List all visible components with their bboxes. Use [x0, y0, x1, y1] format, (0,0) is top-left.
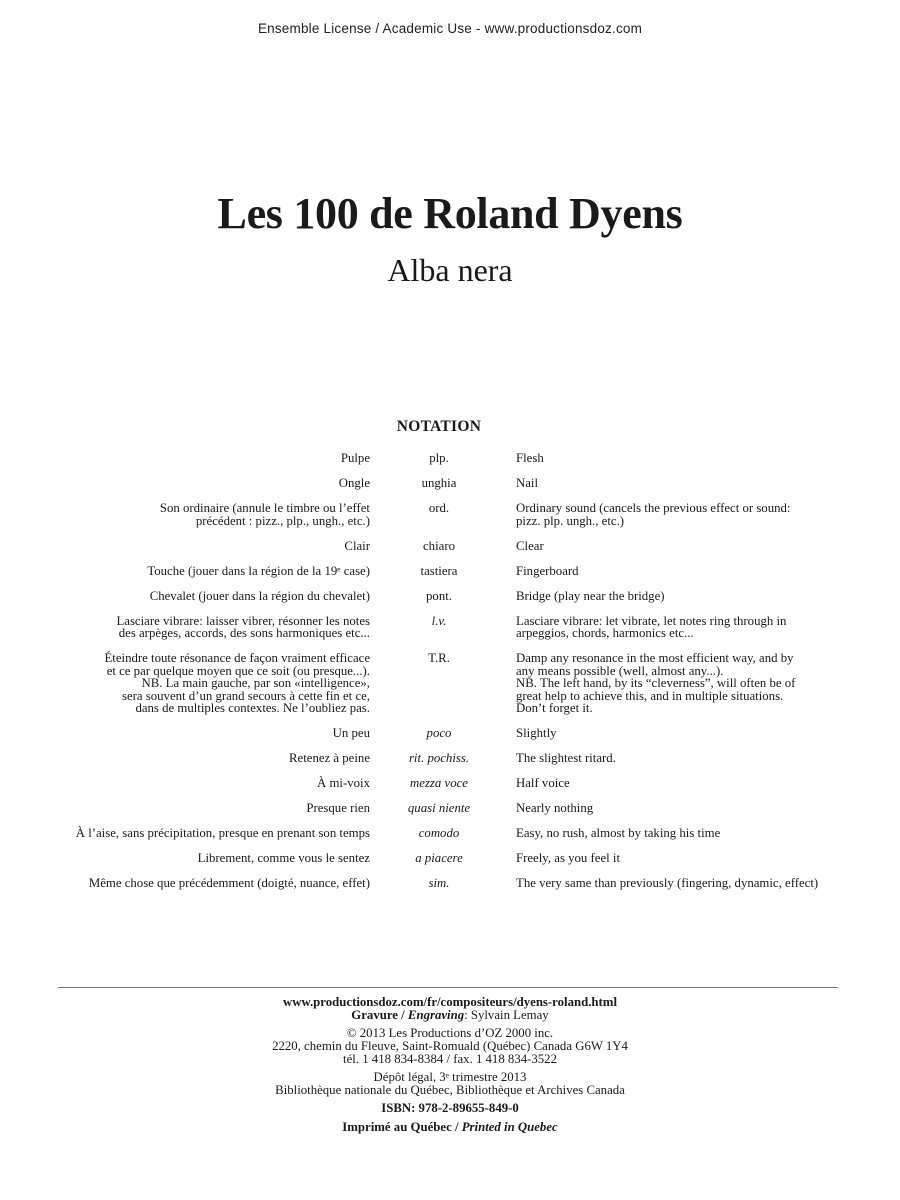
notation-row — [0, 802, 900, 815]
notation-abbreviation: comodo — [418, 826, 460, 840]
notation-french — [50, 727, 370, 740]
notation-french-line: Clair — [344, 538, 370, 553]
notation-french — [50, 802, 370, 815]
notation-french — [50, 540, 370, 553]
notation-english-line: Lasciare vibrare: let vibrate, let notes ring through in — [516, 613, 787, 628]
notation-french — [50, 452, 370, 465]
notation-english — [516, 727, 834, 740]
notation-english-line: Freely, as you feel it — [516, 851, 620, 865]
notation-row — [0, 615, 900, 640]
notation-row — [0, 652, 900, 715]
notation-abbreviation: a piacere — [415, 851, 463, 865]
notation-french — [50, 590, 370, 603]
notation-french-line: Touche (jouer dans la région de la 19ᵉ case) — [147, 563, 370, 578]
notation-french — [50, 477, 370, 490]
notation-french — [50, 752, 370, 765]
notation-english — [516, 452, 834, 465]
notation-abbreviation: chiaro — [423, 538, 455, 553]
notation-english — [516, 827, 834, 840]
notation-english-line: Nearly nothing — [516, 801, 594, 815]
notation-french — [50, 565, 370, 578]
footer-divider — [58, 987, 838, 988]
footer-url: www.productionsdoz.com/fr/compositeurs/dyens-roland.html — [282, 995, 618, 1009]
notation-english-line: Bridge (play near the bridge) — [516, 588, 665, 603]
notation-english — [516, 590, 834, 603]
notation-french — [50, 615, 370, 640]
notation-abbreviation: ord. — [428, 501, 450, 515]
notation-row — [0, 502, 900, 527]
notation-french-line: NB. La main gauche, par son «intelligence», — [141, 676, 370, 690]
notation-row — [0, 540, 900, 553]
notation-french — [50, 502, 370, 527]
notation-english — [516, 615, 834, 640]
notation-french-line: À l’aise, sans précipitation, presque en prenant son temps — [75, 826, 370, 840]
notation-english — [516, 540, 834, 553]
notation-english-line: Half voice — [516, 776, 570, 790]
notation-english-line: Don’t forget it. — [516, 701, 593, 715]
notation-english-line: NB. The left hand, by its “cleverness”, will often be of — [516, 676, 796, 690]
engraving-label-en: Engraving — [407, 1008, 465, 1022]
notation-english — [516, 565, 834, 578]
notation-row — [0, 452, 900, 465]
notation-abbreviation: unghia — [421, 476, 457, 490]
notation-english — [516, 652, 834, 715]
notation-row — [0, 877, 900, 890]
notation-row — [0, 777, 900, 790]
notation-french-line: Ongle — [338, 476, 370, 490]
notation-english-line: Fingerboard — [516, 563, 579, 578]
notation-row — [0, 727, 900, 740]
notation-french — [50, 877, 370, 890]
notation-french — [50, 652, 370, 715]
notation-english — [516, 752, 834, 765]
notation-abbreviation: mezza voce — [410, 776, 468, 790]
notation-french-line: et ce par quelque moyen que ce soit (ou presque...). — [106, 663, 370, 678]
footer-isbn: ISBN: 978-2-89655-849-0 — [381, 1101, 519, 1115]
notation-french-line: dans de multiples contextes. Ne l’oubliez pas. — [135, 701, 370, 715]
notation-row — [0, 477, 900, 490]
notation-french-line: Pulpe — [340, 451, 370, 465]
notation-french-line: Librement, comme vous le sentez — [197, 851, 370, 865]
page-subtitle: Alba nera — [387, 252, 513, 288]
notation-french-line: Chevalet (jouer dans la région du chevalet) — [149, 588, 370, 603]
footer-library: Bibliothèque nationale du Québec, Bibliothèque et Archives Canada — [275, 1083, 625, 1097]
footer-address: 2220, chemin du Fleuve, Saint-Romuald (Québec) Canada G6W 1Y4 — [272, 1039, 628, 1053]
notation-abbreviation: rit. pochiss. — [408, 751, 470, 765]
notation-english — [516, 852, 834, 865]
notation-french-line: Retenez à peine — [289, 751, 370, 765]
notation-heading: NOTATION — [396, 418, 482, 435]
notation-english — [516, 502, 834, 527]
printed-fr: Imprimé au Québec / — [342, 1120, 462, 1134]
notation-row — [0, 752, 900, 765]
notation-french-line: précédent : pizz., plp., ungh., etc.) — [195, 513, 370, 528]
notation-french — [50, 852, 370, 865]
notation-english-line: Clear — [516, 538, 544, 553]
notation-abbreviation: sim. — [428, 876, 450, 890]
footer-printed — [0, 1121, 900, 1134]
notation-abbreviation: T.R. — [428, 651, 450, 665]
footer-legal-deposit: Dépôt légal, 3ᵉ trimestre 2013 — [373, 1070, 527, 1084]
notation-english-line: The very same than previously (fingering, dynamic, effect) — [516, 876, 819, 890]
notation-english-line: arpeggios, chords, harmonics etc... — [516, 626, 694, 640]
footer — [0, 996, 900, 1134]
notation-french-line: Lasciare vibrare: laisser vibrer, résonner les notes — [116, 613, 370, 628]
notation-abbreviation: poco — [426, 726, 452, 740]
notation-french-line: Son ordinaire (annule le timbre ou l’effet — [159, 501, 370, 515]
notation-english-line: Flesh — [516, 451, 544, 465]
notation-french — [50, 827, 370, 840]
notation-english-line: pizz. plp. ungh., etc.) — [516, 513, 625, 528]
notation-abbreviation: plp. — [429, 451, 449, 465]
printed-en: Printed in Quebec — [461, 1120, 558, 1134]
notation-english — [516, 802, 834, 815]
page-title: Les 100 de Roland Dyens — [217, 189, 683, 238]
notation-french-line: des arpèges, accords, des sons harmoniques etc... — [118, 626, 370, 640]
notation-english-line: Nail — [516, 476, 539, 490]
notation-english-line: great help to achieve this, and in multiple situations. — [516, 688, 784, 703]
notation-abbreviation: l.v. — [431, 613, 447, 628]
notation-english — [516, 477, 834, 490]
notation-row — [0, 565, 900, 578]
notation-english-line: Damp any resonance in the most efficient way, and by — [516, 651, 794, 665]
notation-abbreviation: pont. — [426, 588, 452, 603]
notation-english-line: Easy, no rush, almost by taking his time — [516, 826, 721, 840]
notation-abbreviation: quasi niente — [407, 801, 471, 815]
notation-row — [0, 827, 900, 840]
notation-french-line: Un peu — [332, 726, 370, 740]
notation-french-line: sera souvent d’un grand secours à cette fin et ce, — [121, 688, 370, 703]
notation-french-line: À mi-voix — [317, 776, 370, 790]
footer-phone: tél. 1 418 834-8384 / fax. 1 418 834-3522 — [343, 1052, 557, 1066]
notation-abbreviation: tastiera — [420, 563, 458, 578]
footer-engraving — [0, 1009, 900, 1022]
footer-copyright: © 2013 Les Productions d’OZ 2000 inc. — [346, 1026, 554, 1040]
engraver-name: : Sylvain Lemay — [464, 1008, 549, 1022]
notation-english-line: any means possible (well, almost any...). — [516, 663, 724, 678]
notation-english-line: Slightly — [516, 726, 557, 740]
engraving-label-fr: Gravure / — [351, 1008, 408, 1022]
notation-english-line: Ordinary sound (cancels the previous effect or sound: — [516, 501, 791, 515]
notation-french-line: Même chose que précédemment (doigté, nuance, effet) — [88, 876, 370, 890]
license-header: Ensemble License / Academic Use - www.productionsdoz.com — [257, 21, 643, 36]
notation-row — [0, 590, 900, 603]
notation-french — [50, 777, 370, 790]
notation-english-line: The slightest ritard. — [516, 751, 616, 765]
notation-english — [516, 777, 834, 790]
notation-french-line: Presque rien — [306, 801, 370, 815]
notation-french-line: Éteindre toute résonance de façon vraiment efficace — [104, 651, 370, 665]
notation-english — [516, 877, 834, 890]
notation-row — [0, 852, 900, 865]
